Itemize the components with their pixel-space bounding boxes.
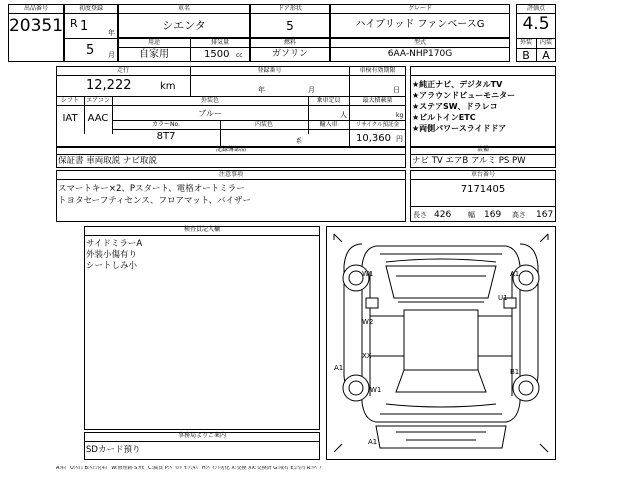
doors: 5	[286, 19, 294, 33]
km-unit: km	[160, 81, 176, 92]
inspector-note: シートしみ小	[86, 261, 138, 271]
displacement: 1500	[204, 49, 230, 60]
car-name: シエンタ	[162, 19, 206, 32]
legend-footer: A:ｷｽﾞ U:ﾍｺﾐ B:ﾍｺﾐ付ｷｽﾞ W:修理跡 S:ｻﾋﾞ C:腐食 P:ﾍﾟｲﾝﾄ Y:穴ｷｽﾞ H:ﾍﾟｲﾝﾄ劣化 X:交換 XX:交換済 G:飛石 E:凸凹 R:ﾘﾍﾟｱ	[56, 466, 322, 471]
aircon-label: エアコン	[86, 97, 110, 104]
capacity-unit: 人	[340, 111, 347, 119]
insp-year-unit: 年	[258, 86, 265, 94]
color-no: 8T7	[156, 131, 176, 142]
length: 426	[434, 210, 452, 220]
reg-no-label: 登録番号	[257, 67, 282, 74]
damage-mark-a1-bottom: A1	[368, 438, 378, 446]
special-notes-label: 注意事項	[218, 171, 243, 178]
color-no-label: カラーNo.	[152, 121, 180, 128]
chassis-number: 7171405	[460, 184, 506, 195]
fuel-label: 燃料	[283, 39, 296, 46]
office-label: 事務局よりご案内	[177, 432, 226, 439]
width: 169	[484, 210, 502, 220]
first-reg-month: 5	[86, 43, 95, 58]
record-value: 保証書 車両取説 ナビ取説	[58, 156, 157, 166]
grade-label: グレード	[407, 5, 432, 12]
ext-grade-label: 外装	[519, 39, 532, 46]
int-color-label: 内装色	[254, 121, 273, 128]
insp-day-unit: 日	[393, 86, 400, 94]
height: 167	[536, 210, 554, 220]
height-label: 高さ	[512, 211, 526, 219]
lot-label: 出品番号	[23, 5, 48, 12]
damage-mark-w2: W2	[362, 318, 374, 326]
reiwa-mark: R	[70, 17, 78, 30]
insp-month-unit: 月	[308, 86, 315, 94]
car-diagram	[326, 226, 556, 460]
recycle: 10,360	[356, 133, 391, 144]
color: ブルー	[198, 109, 222, 118]
model-label: 型式	[413, 39, 426, 46]
inspector-label: 検査員記入欄	[183, 226, 220, 233]
use-label: 用途	[147, 39, 160, 46]
sales-point: ★ステアSW、ドラレコ	[412, 102, 498, 111]
yen-unit: 円	[396, 135, 403, 143]
score: 4.5	[522, 14, 550, 34]
damage-mark-w1-rear: W1	[370, 386, 382, 394]
color-label: 外装色	[200, 97, 219, 104]
import-label: 輸入車	[319, 121, 338, 128]
chassis-label: 車台番号	[470, 171, 495, 178]
load-unit: kg	[396, 112, 404, 119]
score-label: 評価点	[526, 5, 545, 12]
aircon: AAC	[87, 113, 109, 124]
recycle-label: リサイクル預託金	[355, 122, 400, 128]
first-reg-label: 初度登録	[78, 5, 103, 12]
cc-unit: cc	[236, 52, 243, 59]
damage-mark-b1: B1	[510, 368, 520, 376]
record-label: 記録簿部品	[215, 146, 246, 153]
month-unit: 月	[108, 51, 115, 59]
mileage-label: 走行	[116, 67, 129, 74]
damage-mark-w1-front: W1	[362, 270, 374, 278]
displacement-label: 排気量	[210, 39, 229, 46]
load-label: 最大積載量	[362, 97, 393, 104]
use: 自家用	[139, 49, 169, 60]
sales-point: ★アラウンドビューモニター	[412, 91, 516, 100]
sales-point: ★ビルトインETC	[412, 113, 476, 122]
model: 6AA-NHP170G	[387, 49, 453, 59]
inspector-note: サイドミラーA	[86, 239, 143, 249]
width-label: 幅	[468, 211, 475, 219]
shift-label: シフト	[60, 97, 79, 104]
ext-grade: B	[522, 49, 530, 62]
recycle-sub: 系	[296, 138, 303, 145]
special-note-line: トヨタセーフティセンス、フロアマット、バイザー	[58, 196, 251, 206]
int-grade: A	[542, 49, 550, 62]
sales-point: ★両側パワースライドドア	[412, 124, 507, 133]
damage-mark-xx: XX	[362, 352, 372, 360]
damage-mark-u1: U1	[498, 294, 508, 302]
mileage: 12,222	[86, 78, 132, 93]
sales-point: ★純正ナビ、デジタルTV	[412, 80, 503, 89]
grade: ハイブリッド ファンベースG	[355, 19, 485, 30]
first-reg-year: 1	[80, 19, 89, 34]
fuel: ガソリン	[271, 49, 308, 59]
inspector-note: 外装小傷有り	[86, 250, 138, 260]
int-grade-label: 内装	[539, 39, 552, 46]
inspection-label: 車検有効期限	[359, 67, 396, 74]
length-label: 長さ	[413, 211, 427, 219]
equipment-value: ナビ TV エアB アルミ PS PW	[412, 156, 526, 166]
equipment-label: 装備	[476, 146, 489, 153]
year-unit: 年	[108, 29, 115, 37]
shift: IAT	[62, 113, 78, 124]
lot-number: 20351	[8, 16, 64, 36]
doors-label: ドア形状	[278, 5, 302, 12]
capacity-label: 乗車定員	[316, 97, 341, 104]
damage-mark-a1-front: A1	[510, 270, 520, 278]
special-note-line: スマートキー×2、Pスタート、電格オートミラー	[58, 184, 245, 194]
damage-mark-a1-rear-left: A1	[334, 364, 344, 372]
office-note: SDカード預り	[86, 445, 141, 455]
car-name-label: 車名	[177, 5, 190, 12]
